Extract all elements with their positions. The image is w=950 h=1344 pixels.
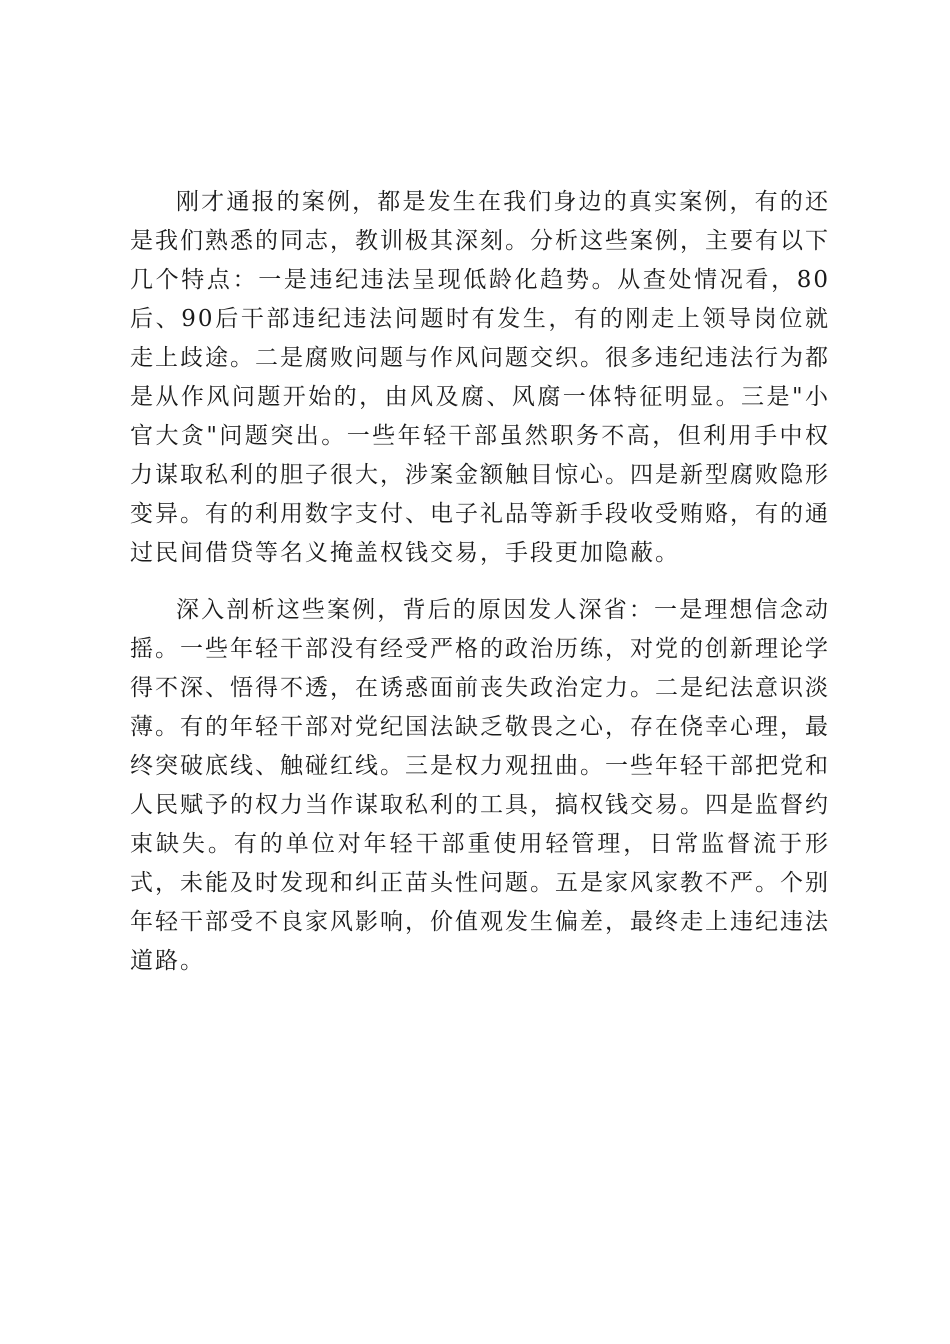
paragraph-case-causes: 深入剖析这些案例，背后的原因发人深省：一是理想信念动摇。一些年轻干部没有经受严格的政治历练，对党的创新理论学得不深、悟得不透，在诱惑面前丧失政治定力。二是纪法意识淡薄。有的年轻干部对党纪国法缺乏敬畏之心，存在侥幸心理，最终突破底线、触碰红线。三是权力观扭曲。一些年轻干部把党和人民赋予的权力当作谋取私利的工具，搞权钱交易。四是监督约束缺失。有的单位对年轻干部重使用轻管理，日常监督流于形式，未能及时发现和纠正苗头性问题。五是家风家教不严。个别年轻干部受不良家风影响，价值观发生偏差，最终走上违纪违法道路。 (130, 597, 830, 974)
document-body (130, 183, 830, 981)
paragraph-case-characteristics: 刚才通报的案例，都是发生在我们身边的真实案例，有的还是我们熟悉的同志，教训极其深刻。分析这些案例，主要有以下几个特点：一是违纪违法呈现低龄化趋势。从查处情况看，80后、90后干部违纪违法问题时有发生，有的刚走上领导岗位就走上歧途。二是腐败问题与作风问题交织。很多违纪违法行为都是从作风问题开始的，由风及腐、风腐一体特征明显。三是"小官大贪"问题突出。一些年轻干部虽然职务不高，但利用手中权力谋取私利的胆子很大，涉案金额触目惊心。四是新型腐败隐形变异。有的利用数字支付、电子礼品等新手段收受贿赂，有的通过民间借贷等名义掩盖权钱交易，手段更加隐蔽。 (130, 189, 830, 566)
